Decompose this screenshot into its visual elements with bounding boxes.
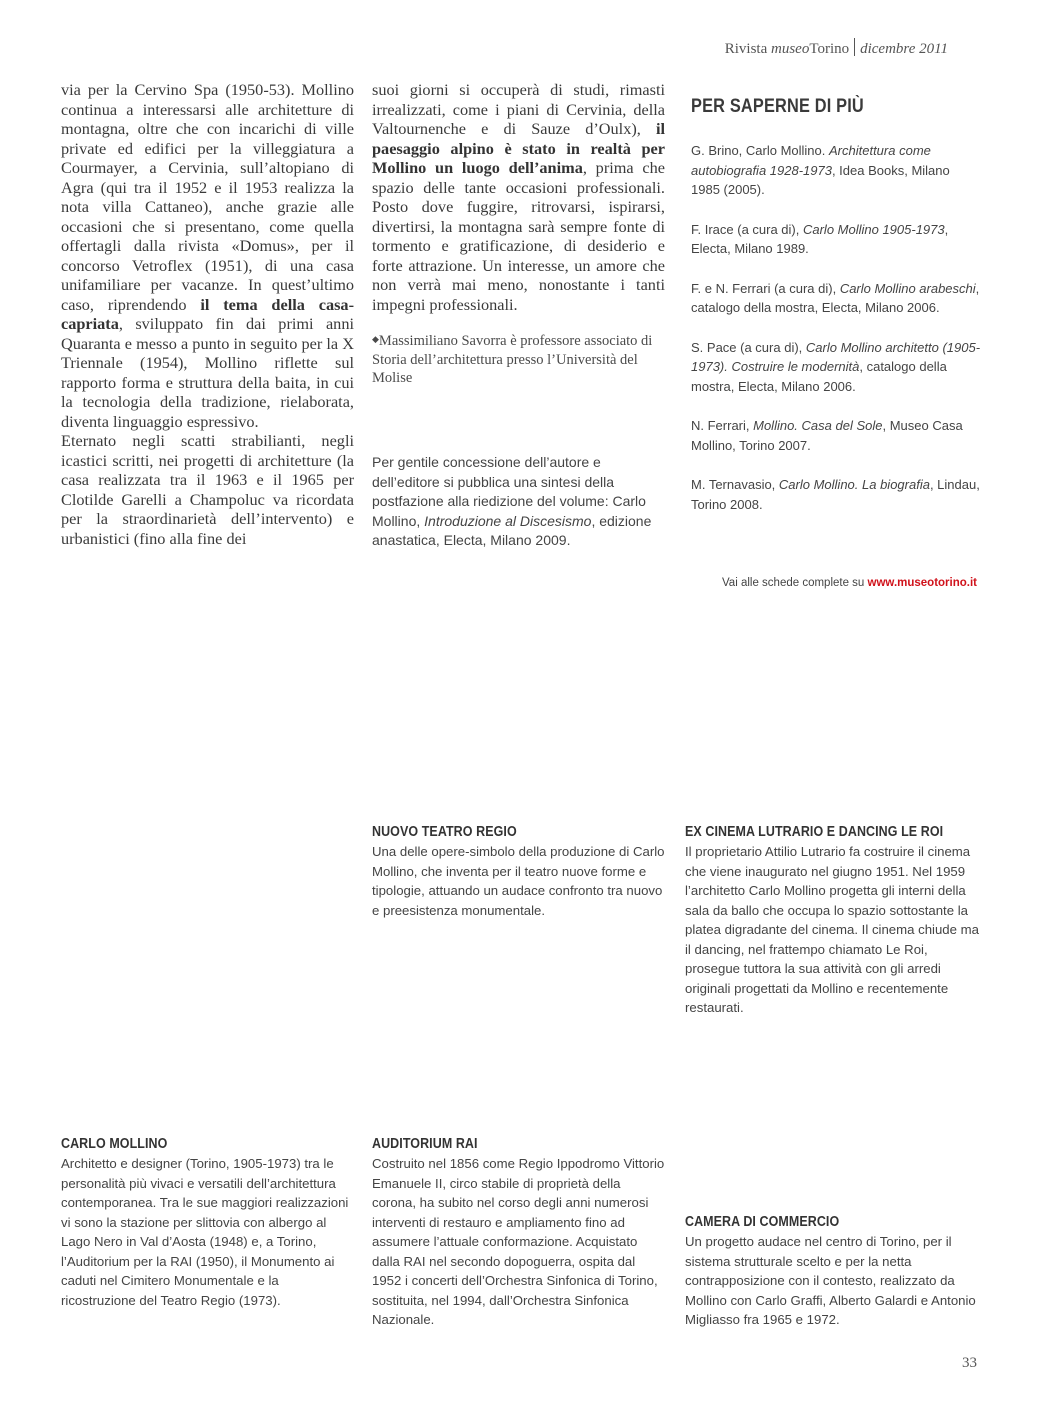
references-heading: PER SAPERNE DI PIÙ [691,96,864,117]
card-auditorium-rai [372,1136,667,1330]
article-column-1 [61,80,354,548]
bold-phrase: il tema della casa-capriata [61,294,354,333]
card-nuovo-teatro-regio [372,824,667,920]
running-head [725,38,948,58]
reference-item: F. e N. Ferrari (a cura di), Carlo Mollino arabeschi, catalogo della mostra, Electa, Milano 2006. [691,280,980,315]
article-paragraph: suoi giorni si occuperà di studi, rimasti irrealizzati, come i piani di Cervinia, della Valtournenche e di Sauze d’Oulx), il paesaggio alpino è stato in realtà per Mollino un luogo dell’anima, prima che spazio delle tante occasioni professionali. Posto dove fuggire, ritrovarsi, ispirarsi, divertirsi, la montagna sarà sempre fonte di tormento e gratificazione, di desiderio e forte attrazione. Un interesse, un amore che non verrà mai meno, nonostante i tanti impegni professionali. [372,80,665,314]
article-column-2 [372,80,665,388]
issue-date: dicembre 2011 [860,41,948,57]
card-text: Costruito nel 1856 come Regio Ippodromo Vittorio Emanuele II, circo stabile di proprietà della corona, ha subito nel corso degli anni numerosi interventi di restauro e ampliamento fino ad assumere l’attuale conformazione. Acquistato dalla RAI nel secondo dopoguerra, ospita dal 1952 i concerti dell’Orchestra Sinfonica di Torino, sostituita, nel 1994, dall’Orchestra Sinfonica Nazionale. [372,1156,665,1327]
card-title: EX CINEMA LUTRARIO E DANCING LE ROI [685,824,944,840]
card-title: CARLO MOLLINO [61,1136,168,1152]
header-divider [854,38,855,56]
card-title: CAMERA DI COMMERCIO [685,1214,840,1230]
card-text: Architetto e designer (Torino, 1905-1973) tra le personalità più vivaci e versatili dell’architettura contemporanea. Tra le sue maggiori realizzazioni vi sono la stazione per slittovia con albergo al Lago Nero in Val d’Aosta (1948) e, a Torino, l’Auditorium per la RAI (1950), il Monumento ai caduti nel Cimitero Monumentale e la ricostruzione del Teatro Regio (1973). [61,1156,349,1308]
book-title: Introduzione al Discesismo [424,512,592,529]
reference-item: F. Irace (a cura di), Carlo Mollino 1905-1973, Electa, Milano 1989. [691,221,949,256]
card-text: Il proprietario Attilio Lutrario fa costruire il cinema che viene inaugurato nel giugno 1951. Nel 1959 l’architetto Carlo Mollino progetta gli interni della sala da ballo che occupa lo spazio sottostante la platea digradante del cinema. Il cinema chiude ma il dancing, nel frattempo chiamato Le Roi, prosegue tuttora la sua attività con gli arredi originali progettati da Mollino e recentemente restaurati. [685,844,979,1015]
card-title: AUDITORIUM RAI [372,1136,478,1152]
page-number: 33 [962,1355,977,1371]
card-text: Una delle opere-simbolo della produzione di Carlo Mollino, che inventa per il teatro nuove forme e tipologie, attuando un audace confronto tra nuovo e preesistenza monumentale. [372,844,665,918]
magazine-name-italic: museo [771,41,810,57]
article-paragraph: Eternato negli scatti strabilianti, negli icastici scritti, nei progetti di architetture (la casa realizzata tra il 1963 e il 1965 per Clotilde Garelli a Champoluc va ricordata per la straordinarietà dell’intervento) e urbanistici (fino alla fine dei [61,431,354,548]
card-carlo-mollino [61,1136,356,1310]
card-ex-cinema-lutrario [685,824,985,1018]
card-camera-di-commercio [685,1214,985,1330]
card-text: Un progetto audace nel centro di Torino, per il sistema strutturale scelto e per la netta contrapposizione con il contesto, realizzato da Mollino con Carlo Graffi, Alberto Galardi e Antonio Migliasso fra 1965 e 1972. [685,1234,976,1327]
museotorino-link[interactable]: www.museotorino.it [867,577,977,589]
reference-item: N. Ferrari, Mollino. Casa del Sole, Museo Casa Mollino, Torino 2007. [691,418,963,453]
article-paragraph: via per la Cervino Spa (1950-53). Mollino continua a interessarsi alle architetture di montagna, oltre che con incarichi di ville private ed edifici per la villeggiatura a Courmayer, a Cervinia, sull’altopiano di Agra (qui tra il 1952 e il 1953 realizza la nota villa Cattaneo), anche grazie alle occasioni che si presentano, come quella offertagli dalla rivista «Domus», per il concorso Vetroflex (1951), di una casa unifamiliare per vacanze. In quest’ultimo caso, riprendendo il tema della casa-capriata, sviluppato fin dai primi anni Quaranta e messo a punto in seguito per la X Triennale (1954), Mollino riflette sul rapporto forma e struttura della baita, in cui la tecnologia della tradizione, rielaborata, diventa linguaggio espressivo. [61,80,354,431]
magazine-name-city: Torino [809,41,850,57]
visit-line: Vai alle schede complete su www.museotorino.it [721,577,977,589]
reference-item: S. Pace (a cura di), Carlo Mollino architetto (1905-1973). Costruire le modernità, catalogo della mostra, Electa, Milano 2006. [691,339,981,394]
author-footnote: ◆Massimiliano Savorra è professore associato di Storia dell’architettura presso l’Università del Molise [372,333,653,386]
references-column [691,96,981,534]
courtesy-note: Per gentile concessione dell’autore e dell’editore si pubblica una sintesi della postfazione alla riedizione del volume: Carlo Mollino, Introduzione al Discesismo, edizione anastatica, Electa, Milano 2009. [372,454,652,548]
reference-item: G. Brino, Carlo Mollino. Architettura come autobiografia 1928-1973, Idea Books, Milano 1985 (2005). [691,143,950,197]
diamond-icon: ◆ [372,334,379,344]
bold-phrase: il paesaggio alpino è stato in realtà per Mollino un luogo dell’anima [372,119,665,177]
reference-item: M. Ternavasio, Carlo Mollino. La biografia, Lindau, Torino 2008. [691,477,980,512]
magazine-name: Rivista [724,41,768,57]
card-title: NUOVO TEATRO REGIO [372,824,517,840]
